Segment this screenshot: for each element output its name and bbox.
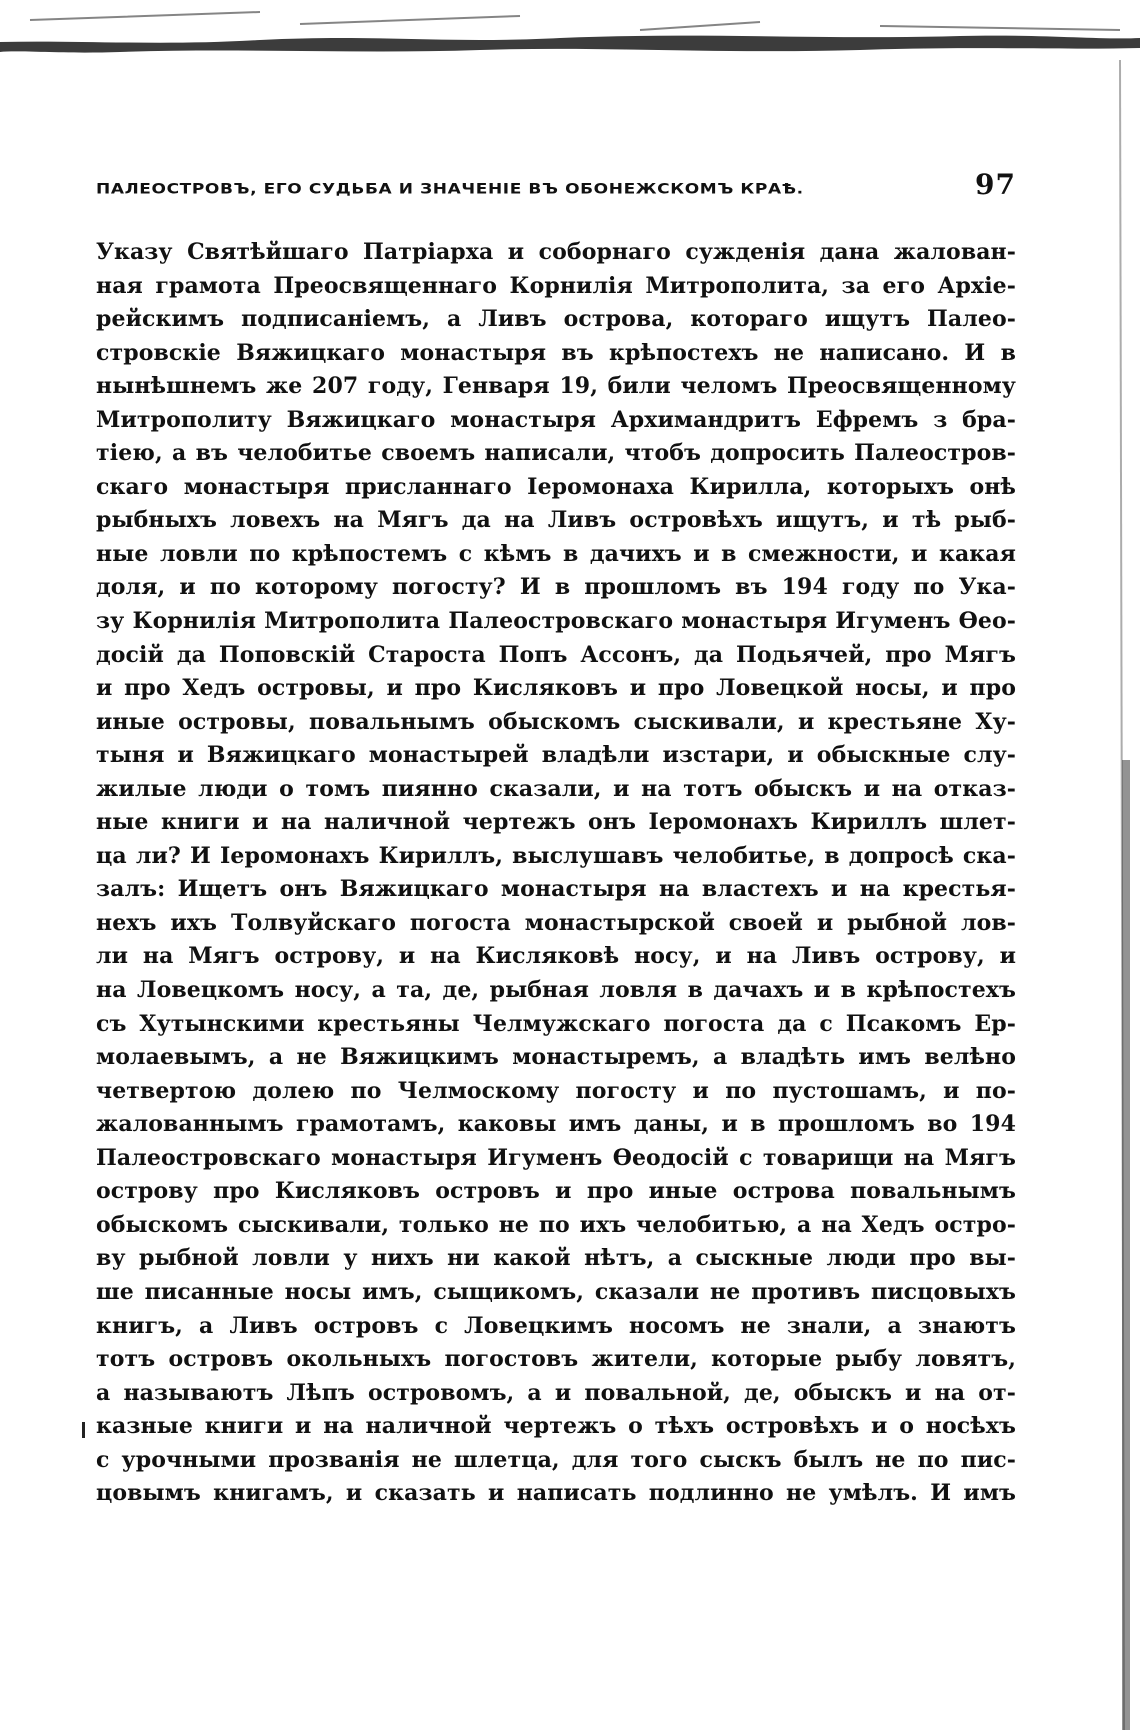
scan-top-edge-stroke	[0, 36, 1140, 53]
text-line: с урочными прозванія не шлетца, для того сыскъ былъ не по пис-	[96, 1446, 1016, 1473]
text-line: и про Хедъ островы, и про Кисляковъ и про Ловецкой носы, и про	[96, 675, 1016, 702]
text-line: ше писанные носы имъ, сыщикомъ, сказали не противъ писцовыхъ	[96, 1278, 1016, 1305]
text-line: четвертою долею по Челмоскому погосту и по пустошамъ, и по-	[96, 1077, 1016, 1104]
stray-ink-mark	[82, 1422, 85, 1438]
text-line: доля, и по которому погосту? И в прошломъ въ 194 году по Ука-	[96, 574, 1016, 601]
text-line: рейскимъ подписаніемъ, а Ливъ острова, котораго ищутъ Палео-	[96, 306, 1016, 333]
text-line: Указу Святѣйшаго Патріарха и соборнаго сужденія дана жалован-	[96, 239, 1016, 265]
text-line: ная грамота Преосвященнаго Корнилія Митрополита, за его Архіе-	[96, 272, 1016, 299]
text-line: ли на Мягъ острову, и на Кисляковѣ носу, и на Ливъ острову, и	[96, 943, 1016, 970]
text-line: казные книги и на наличной чертежъ о тѣхъ островѣхъ и о носѣхъ	[96, 1413, 1016, 1440]
text-line: рыбныхъ ловехъ на Мягъ да на Ливъ островѣхъ ищутъ, и тѣ рыб-	[96, 507, 1016, 534]
text-line: тыня и Вяжицкаго монастырей владѣли изстари, и обыскные слу-	[96, 742, 1016, 769]
text-line: острову про Кисляковъ островъ и про иные острова повальнымъ	[96, 1178, 1016, 1205]
text-line: молаевымъ, а не Вяжицкимъ монастыремъ, а владѣть имъ велѣно	[96, 1044, 1016, 1071]
text-line: нехъ ихъ Толвуйскаго погоста монастырской своей и рыбной лов-	[96, 909, 1016, 936]
text-line: Палеостровскаго монастыря Игуменъ Ѳеодосій с товарищи на Мягъ	[96, 1144, 1016, 1171]
text-line: иные островы, повальнымъ обыскомъ сыскивали, и крестьяне Ху-	[96, 708, 1016, 735]
scan-top-edge-scratch	[30, 12, 1120, 30]
text-line: залъ: Ищетъ онъ Вяжицкаго монастыря на властехъ и на крестья-	[96, 876, 1016, 903]
running-title: ПАЛЕОСТРОВЪ, ЕГО СУДЬБА И ЗНАЧЕНІЕ ВЪ ОБОНЕЖСКОМЪ КРАѢ.	[96, 180, 804, 198]
text-line: на Ловецкомъ носу, а та, де, рыбная ловля в дачахъ и в крѣпостехъ	[96, 977, 1016, 1004]
text-line: тотъ островъ окольныхъ погостовъ жители, которые рыбу ловятъ,	[96, 1346, 1016, 1373]
text-line: ца ли? И Іеромонахъ Кириллъ, выслушавъ челобитье, в допросѣ ска-	[96, 842, 1016, 869]
text-line: жалованнымъ грамотамъ, каковы имъ даны, и в прошломъ во 194	[96, 1111, 1016, 1138]
body-text	[96, 236, 1016, 1511]
text-line: стровскіе Вяжицкаго монастыря въ крѣпостехъ не написано. И в	[96, 339, 1016, 366]
text-line: а называютъ Лѣпъ островомъ, а и повальной, де, обыскъ и на от-	[96, 1379, 1016, 1406]
text-line: книгъ, а Ливъ островъ с Ловецкимъ носомъ не знали, а знаютъ	[96, 1312, 1016, 1339]
text-line: зу Корнилія Митрополита Палеостровскаго монастыря Игуменъ Ѳео-	[96, 608, 1016, 635]
text-line: скаго монастыря присланнаго Іеромонаха Кирилла, которыхъ онѣ	[96, 473, 1016, 500]
text-line: ные ловли по крѣпостемъ с кѣмъ в дачихъ и в смежности, и какая	[96, 540, 1016, 567]
text-line: обыскомъ сыскивали, только не по ихъ челобитью, а на Хедъ остро-	[96, 1211, 1016, 1238]
text-line: цовымъ книгамъ, и сказать и написать подлинно не умѣлъ. И имъ	[96, 1480, 1016, 1507]
scan-right-edge-dark-band	[1122, 760, 1130, 1730]
text-line: ву рыбной ловли у нихъ ни какой нѣтъ, а сыскные люди про вы-	[96, 1245, 1016, 1272]
scan-right-edge-shadow	[1100, 60, 1140, 1730]
text-line: тіею, а въ челобитье своемъ написали, чтобъ допросить Палеостров-	[96, 440, 1016, 467]
running-head	[96, 168, 1016, 204]
text-line: жилые люди о томъ пиянно сказали, и на тотъ обыскъ и на отказ-	[96, 775, 1016, 802]
text-line: съ Хутынскими крестьяны Челмужскаго погоста да с Псакомъ Ер-	[96, 1010, 1016, 1037]
text-line: ные книги и на наличной чертежъ онъ Іеромонахъ Кириллъ шлет-	[96, 809, 1016, 836]
text-line: досій да Поповскій Староста Попъ Ассонъ, да Подьячей, про Мягъ	[96, 641, 1016, 668]
scan-top-edge-smudge	[0, 0, 1140, 70]
text-line: нынѣшнемъ же 207 году, Генваря 19, били челомъ Преосвященному	[96, 373, 1016, 400]
page-number: 97	[975, 168, 1016, 201]
text-line: Митрополиту Вяжицкаго монастыря Архимандритъ Ефремъ з бра-	[96, 406, 1016, 433]
